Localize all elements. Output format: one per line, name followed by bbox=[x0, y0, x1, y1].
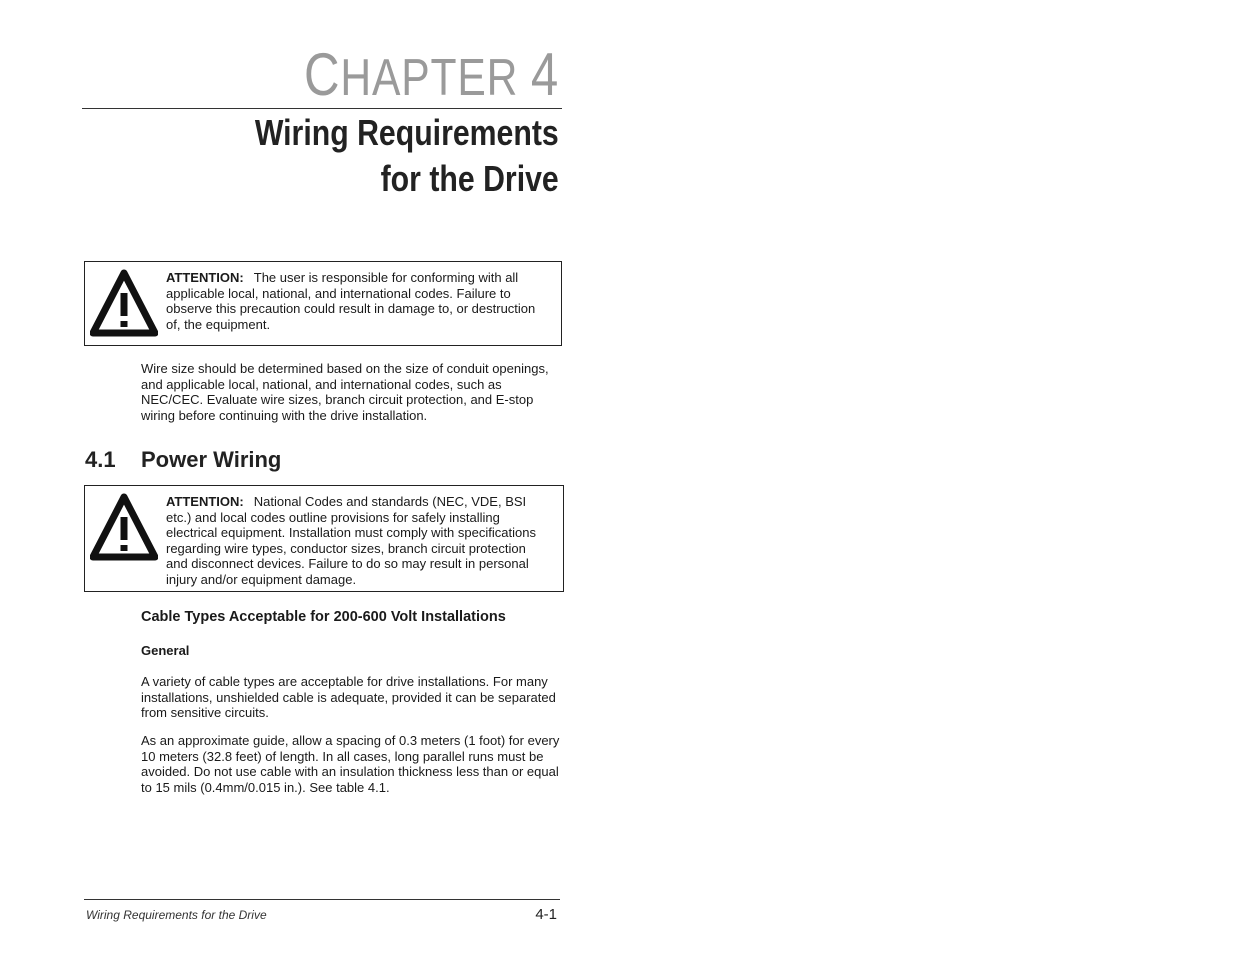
cable-types-heading: Cable Types Acceptable for 200-600 Volt Installations bbox=[141, 609, 506, 625]
chapter-rule bbox=[82, 108, 562, 109]
attention-box-2 bbox=[84, 485, 564, 592]
section-heading bbox=[85, 446, 281, 474]
section-title: Power Wiring bbox=[141, 447, 282, 472]
section-number: 4.1 bbox=[85, 447, 116, 472]
chapter-word-rest: HAPTER bbox=[340, 49, 519, 107]
chapter-title-line-2: for the Drive bbox=[380, 158, 559, 199]
general-paragraph-1: A variety of cable types are acceptable for drive installations. For many installations, unshielded cable is adequate, provided it can be separated from sensitive circuits. bbox=[141, 674, 556, 720]
attention-box-1 bbox=[84, 261, 562, 346]
chapter-label bbox=[304, 40, 559, 113]
intro-paragraph: Wire size should be determined based on the size of conduit openings, and applicable local, national, and international codes, such as NEC/CEC. Evaluate wire sizes, branch circuit protection, and E-stop wiring before continuing with the drive installation. bbox=[141, 361, 549, 423]
page-number: 4-1 bbox=[535, 906, 557, 923]
chapter-title-line-1: Wiring Requirements bbox=[255, 112, 559, 153]
attention-text-2 bbox=[166, 494, 551, 587]
warning-triangle-icon bbox=[90, 269, 158, 337]
attention-body: National Codes and standards (NEC, VDE, BSI etc.) and local codes outline provisions for safely installing electrical equipment. Installation must comply with specifications regarding wire types, conductor sizes, branch circuit protection and disconnect devices. Failure to do so may result in personal injury and/or equipment damage. bbox=[166, 494, 536, 587]
general-paragraph-2: As an approximate guide, allow a spacing of 0.3 meters (1 foot) for every 10 meters (32.8 feet) of length. In all cases, long parallel runs must be avoided. Do not use cable with an insulation thickness less than or equal to 15 mils (0.4mm/0.015 in.). See table 4.1. bbox=[141, 733, 560, 795]
chapter-number: 4 bbox=[530, 41, 559, 108]
attention-label: ATTENTION: bbox=[166, 494, 244, 509]
attention-text-1 bbox=[166, 270, 549, 332]
attention-label: ATTENTION: bbox=[166, 270, 244, 285]
warning-triangle-icon bbox=[90, 493, 158, 561]
attention-body: The user is responsible for conforming with all applicable local, national, and international codes. Failure to observe this precaution could result in damage to, or destruction of, the equipment. bbox=[166, 270, 536, 332]
footer-rule bbox=[84, 899, 560, 900]
chapter-title bbox=[255, 110, 559, 202]
footer-title: Wiring Requirements for the Drive bbox=[86, 908, 267, 922]
general-heading: General bbox=[141, 643, 190, 658]
chapter-initial: C bbox=[303, 41, 341, 108]
